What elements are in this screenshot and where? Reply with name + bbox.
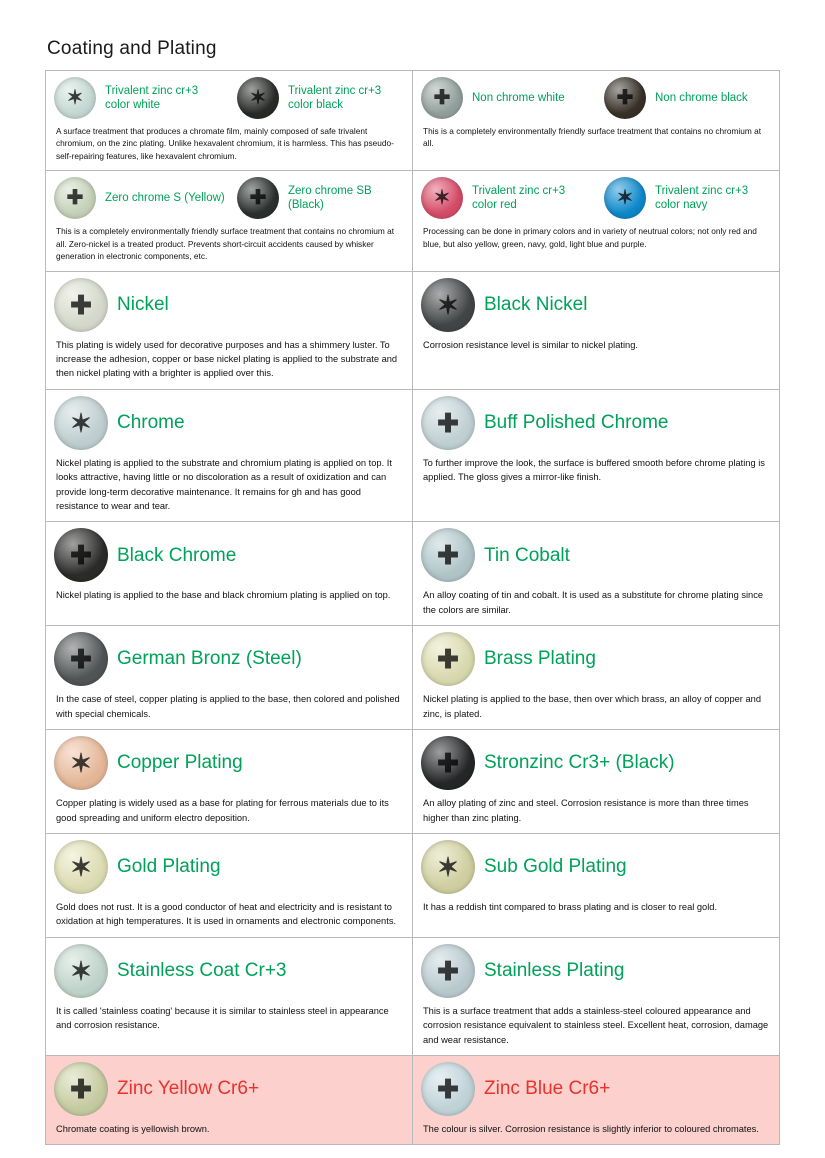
table-row — [46, 171, 780, 271]
coating-label: Brass Plating — [484, 648, 596, 670]
coating-item — [413, 171, 596, 221]
coating-entry — [413, 938, 779, 1055]
coating-label: Trivalent zinc cr+3 color black — [288, 84, 382, 111]
coating-label: Trivalent zinc cr+3 color white — [105, 84, 199, 111]
coating-label: Sub Gold Plating — [484, 856, 627, 878]
coating-item — [413, 1056, 779, 1118]
screw-swatch-icon — [54, 177, 96, 219]
cross-drive-icon: ✚ — [437, 644, 459, 675]
star-drive-icon: ✶ — [70, 407, 92, 438]
coating-cell-left — [46, 1055, 413, 1144]
coating-label: Chrome — [117, 411, 185, 433]
coating-item — [229, 71, 412, 121]
coating-entry — [413, 626, 779, 729]
screw-swatch-icon — [421, 840, 475, 894]
coating-item — [413, 730, 779, 792]
coating-label: Tin Cobalt — [484, 544, 570, 566]
coating-cell-left — [46, 389, 413, 522]
table-row — [46, 626, 780, 730]
coating-description: Corrosion resistance level is similar to nickel plating. — [423, 339, 638, 350]
cross-drive-icon: ✚ — [437, 407, 459, 438]
coating-description: It has a reddish tint compared to brass plating and is closer to real gold. — [423, 901, 718, 912]
coating-item — [413, 626, 779, 688]
cross-drive-icon: ✚ — [437, 748, 459, 779]
star-drive-icon: ✶ — [70, 748, 92, 779]
coating-description: In the case of steel, copper plating is applied to the base, then colored and polished with special chemicals. — [56, 694, 400, 719]
coating-entry — [413, 522, 779, 625]
coating-item — [413, 938, 779, 1000]
coating-description: This plating is widely used for decorative purposes and has a shimmery luster. To increase the adhesion, copper or base nickel plating is applied to the substrate and then nickel plating with a brighter is applied over this. — [56, 339, 398, 379]
coating-label: Trivalent zinc cr+3 color red — [472, 184, 566, 212]
screw-swatch-icon — [421, 736, 475, 790]
coating-header — [413, 71, 779, 121]
coating-label: Zero chrome S (Yellow) — [105, 192, 225, 205]
coating-entry — [413, 71, 779, 158]
cross-drive-icon: ✚ — [70, 289, 92, 320]
coating-header — [413, 522, 779, 584]
coating-label: Non chrome white — [472, 91, 565, 104]
coating-entry — [46, 834, 412, 937]
coating-header — [46, 834, 412, 896]
cross-drive-icon: ✚ — [70, 644, 92, 675]
coating-table — [45, 70, 780, 1145]
coating-description: This is a surface treatment that adds a stainless-steel coloured appearance and corrosion resistance equivalent to stainless steel. Excellent heat, corrosion, damage and wear resistance. — [423, 1005, 769, 1045]
table-row — [46, 833, 780, 937]
coating-label: Trivalent zinc cr+3 color navy — [655, 184, 749, 212]
table-row — [46, 730, 780, 834]
coating-label: Gold Plating — [117, 856, 221, 878]
coating-label: Nickel — [117, 293, 169, 315]
screw-swatch-icon — [54, 944, 108, 998]
coating-entry — [46, 522, 412, 610]
coating-header — [46, 1056, 412, 1118]
screw-swatch-icon — [421, 528, 475, 582]
coating-item — [46, 171, 229, 221]
screw-swatch-icon — [421, 77, 463, 119]
coating-item — [413, 71, 596, 121]
coating-item — [46, 730, 412, 792]
coating-description: Gold does not rust. It is a good conductor of heat and electricity and is resistant to oxidation at high temperatures. It is used in ornaments and electronic components. — [56, 901, 397, 927]
coating-item — [46, 390, 412, 452]
coating-description: It is called 'stainless coating' because it is similar to stainless steel in appearance and corrosion resistance. — [56, 1005, 389, 1031]
cross-drive-icon: ✚ — [437, 955, 459, 986]
coating-cell-right — [413, 389, 780, 522]
coating-header — [413, 390, 779, 452]
star-drive-icon: ✶ — [437, 289, 459, 320]
coating-header — [413, 171, 779, 221]
screw-swatch-icon — [421, 1062, 475, 1116]
coating-description: This is a completely environmentally friendly surface treatment that contains no chromium at all. — [423, 126, 762, 149]
coating-header — [46, 390, 412, 452]
coating-item — [596, 71, 779, 121]
coating-cell-right — [413, 71, 780, 171]
coating-entry — [46, 626, 412, 729]
coating-cell-left — [46, 271, 413, 389]
coating-cell-right — [413, 937, 780, 1055]
coating-cell-left — [46, 171, 413, 271]
coating-item — [46, 834, 412, 896]
coating-label: Stainless Plating — [484, 959, 625, 981]
coating-cell-right — [413, 271, 780, 389]
coating-header — [46, 522, 412, 584]
coating-item — [413, 834, 779, 896]
coating-cell-left — [46, 522, 413, 626]
screw-swatch-icon — [421, 278, 475, 332]
star-drive-icon: ✶ — [616, 187, 634, 210]
coating-item — [413, 522, 779, 584]
coating-entry — [413, 834, 779, 922]
coating-entry — [46, 171, 412, 270]
screw-swatch-icon — [421, 944, 475, 998]
screw-swatch-icon — [54, 736, 108, 790]
coating-cell-right — [413, 626, 780, 730]
coating-label: Zinc Blue Cr6+ — [484, 1078, 611, 1100]
screw-swatch-icon — [237, 177, 279, 219]
coating-cell-right — [413, 1055, 780, 1144]
coating-cell-right — [413, 171, 780, 271]
screw-swatch-icon — [237, 77, 279, 119]
coating-label: Zero chrome SB (Black) — [288, 184, 372, 212]
coating-item — [46, 272, 412, 334]
coating-entry — [46, 938, 412, 1041]
coating-entry — [413, 1056, 779, 1144]
screw-swatch-icon — [604, 177, 646, 219]
coating-header — [413, 272, 779, 334]
coating-description: Nickel plating is applied to the base and black chromium plating is applied on top. — [56, 590, 391, 601]
coating-label: Copper Plating — [117, 752, 243, 774]
coating-label: Black Nickel — [484, 293, 588, 315]
coating-header — [413, 626, 779, 688]
coating-description: To further improve the look, the surface is buffered smooth before chrome plating is applied. The gloss gives a mirror-like finish. — [423, 457, 765, 483]
coating-header — [46, 626, 412, 688]
coating-entry — [46, 71, 412, 170]
coating-description: An alloy coating of tin and cobalt. It is used as a substitute for chrome plating since the colors are similar. — [423, 590, 764, 615]
coating-label: Black Chrome — [117, 544, 237, 566]
coating-entry — [413, 390, 779, 493]
coating-cell-right — [413, 833, 780, 937]
cross-drive-icon: ✚ — [616, 87, 634, 109]
cross-drive-icon: ✚ — [433, 87, 451, 109]
coating-description: An alloy plating of zinc and steel. Corrosion resistance is more than three times higher than zinc plating. — [423, 798, 749, 823]
coating-cell-left — [46, 833, 413, 937]
star-drive-icon: ✶ — [437, 851, 459, 882]
coating-header — [46, 730, 412, 792]
coating-label: Buff Polished Chrome — [484, 411, 669, 433]
star-drive-icon: ✶ — [433, 187, 451, 210]
coating-cell-left — [46, 730, 413, 834]
coating-label: Stainless Coat Cr+3 — [117, 959, 287, 981]
screw-swatch-icon — [604, 77, 646, 119]
screw-swatch-icon — [54, 528, 108, 582]
table-row — [46, 71, 780, 171]
coating-cell-right — [413, 730, 780, 834]
coating-cell-left — [46, 71, 413, 171]
coating-header — [413, 730, 779, 792]
coating-label: German Bronz (Steel) — [117, 648, 302, 670]
coating-label: Non chrome black — [655, 91, 748, 104]
coating-cell-left — [46, 626, 413, 730]
coating-entry — [413, 730, 779, 833]
coating-item — [46, 626, 412, 688]
coating-header — [413, 834, 779, 896]
coating-description: Processing can be done in primary colors and in variety of neutrual colors; not only red and blue, but also yellow, green, navy, gold, light blue and purple. — [423, 226, 757, 249]
screw-swatch-icon — [54, 632, 108, 686]
coating-description: Chromate coating is yellowish brown. — [56, 1123, 210, 1134]
screw-swatch-icon — [54, 396, 108, 450]
table-row — [46, 937, 780, 1055]
coating-description: This is a completely environmentally friendly surface treatment that contains no chromium at all. Zero-nickel is a treated product. Prevents short-circuit accidents caused by whisker generation in electronic components, etc. — [56, 226, 395, 262]
screw-swatch-icon — [421, 177, 463, 219]
coating-description: A surface treatment that produces a chromate film, mainly composed of safe trivalent chromium, on the zinc plating. Unlike hexavalent chromium, it is harmless. This has pseudo-self-repairing features, like hexavalent chromium. — [56, 126, 394, 161]
coating-item — [46, 1056, 412, 1118]
coating-item — [46, 938, 412, 1000]
table-row — [46, 522, 780, 626]
coating-item — [229, 171, 412, 221]
coating-item — [413, 272, 779, 334]
cross-drive-icon: ✚ — [437, 1073, 459, 1104]
coating-description: Nickel plating is applied to the substrate and chromium plating is applied on top. It looks attractive, having little or no discoloration as a result of oxidization and can provide long-term decorative maintenance. It remains for gh and has good resistance to wear and tear. — [56, 457, 392, 512]
coating-entry — [413, 272, 779, 360]
coating-item — [596, 171, 779, 221]
coating-header — [46, 938, 412, 1000]
coating-description: The colour is silver. Corrosion resistance is slightly inferior to coloured chromates. — [423, 1123, 759, 1134]
coating-item — [46, 71, 229, 121]
screw-swatch-icon — [421, 632, 475, 686]
coating-cell-right — [413, 522, 780, 626]
coating-header — [46, 171, 412, 221]
screw-swatch-icon — [54, 840, 108, 894]
cross-drive-icon: ✚ — [70, 540, 92, 571]
star-drive-icon: ✶ — [66, 87, 84, 109]
screw-swatch-icon — [421, 396, 475, 450]
cross-drive-icon: ✚ — [437, 540, 459, 571]
screw-swatch-icon — [54, 77, 96, 119]
star-drive-icon: ✶ — [249, 87, 267, 109]
coating-header — [46, 71, 412, 121]
page-title: Coating and Plating — [47, 38, 217, 59]
coating-entry — [46, 272, 412, 389]
table-row — [46, 1055, 780, 1144]
table-row — [46, 271, 780, 389]
coating-item — [46, 522, 412, 584]
cross-drive-icon: ✚ — [66, 187, 84, 210]
coating-entry — [46, 390, 412, 522]
coating-header — [413, 1056, 779, 1118]
coating-label: Stronzinc Cr3+ (Black) — [484, 752, 675, 774]
coating-entry — [46, 730, 412, 833]
coating-label: Zinc Yellow Cr6+ — [117, 1078, 260, 1100]
coating-description: Nickel plating is applied to the base, then over which brass, an alloy of copper and zinc, is plated. — [423, 694, 761, 719]
coating-entry — [46, 1056, 412, 1144]
table-row — [46, 389, 780, 522]
coating-description: Copper plating is widely used as a base for plating for ferrous materials due to its good spreading and uniform electro deposition. — [56, 798, 389, 823]
coating-cell-left — [46, 937, 413, 1055]
coating-header — [413, 938, 779, 1000]
cross-drive-icon: ✚ — [70, 1073, 92, 1104]
screw-swatch-icon — [54, 278, 108, 332]
cross-drive-icon: ✚ — [249, 187, 267, 210]
screw-swatch-icon — [54, 1062, 108, 1116]
star-drive-icon: ✶ — [70, 851, 92, 882]
coating-entry — [413, 171, 779, 258]
coating-header — [46, 272, 412, 334]
coating-item — [413, 390, 779, 452]
star-drive-icon: ✶ — [70, 955, 92, 986]
